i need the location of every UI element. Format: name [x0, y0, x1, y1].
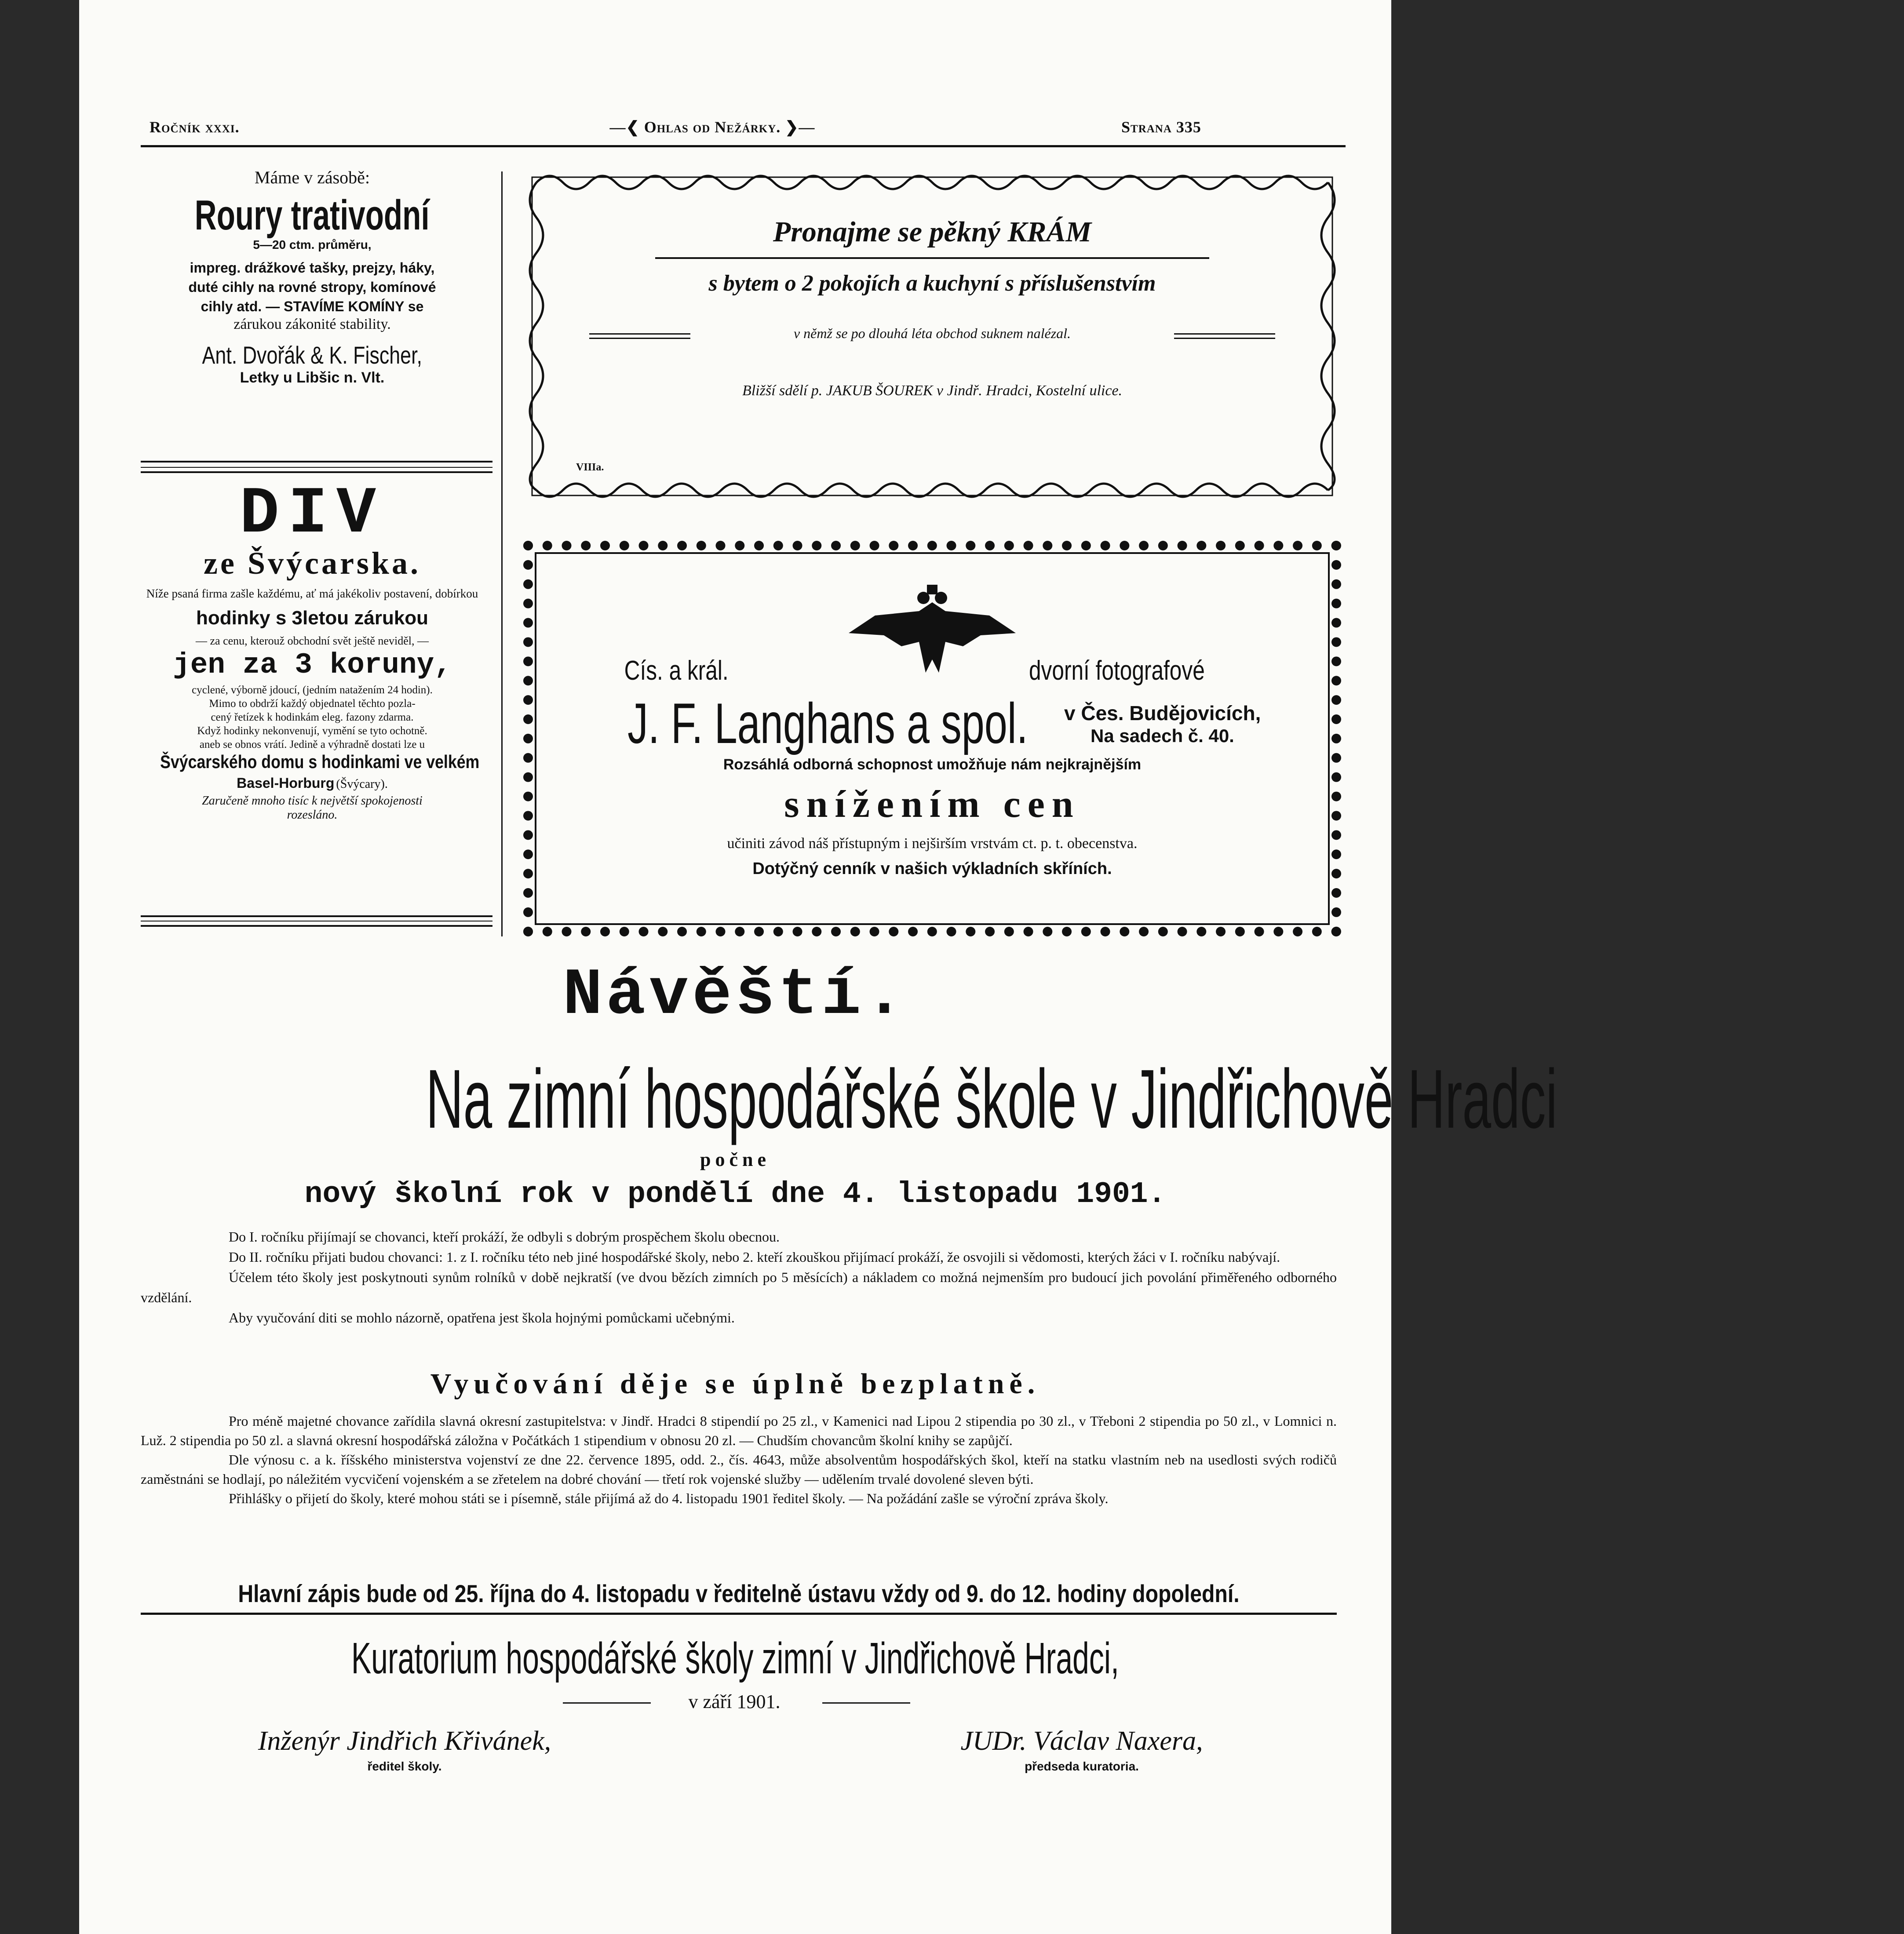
- date-rule: [822, 1702, 910, 1704]
- langhans-right-label: dvorní fotografové: [1029, 656, 1205, 686]
- announcement-headline: Na zimní hospodářské škole v Jindřichově Hradci: [426, 1053, 1557, 1146]
- langhans-line-2: učiniti závod náš přístupným i nejširším vrstvám ct. p. t. obecenstva.: [727, 835, 1138, 852]
- ad-langhans: [523, 541, 1341, 936]
- div-footer-2: rozesláno.: [287, 808, 338, 822]
- roury-line-1: impreg. drážkové tašky, prejzy, háky,: [190, 260, 435, 276]
- div-body-4: Když hodinky nekonvenují, vymění se tyto ochotně.: [197, 725, 427, 737]
- paragraph-2: Do II. ročníku přijati budou chovanci: 1. z I. ročníku této neb jiné hospodářské školy, nebo 2. kteří zkouškou přijímací prokáží, že osvojili si vědomosti, kterých žáci v I. ročníku nabývají.: [229, 1249, 1280, 1265]
- paragraph-6: Dle výnosu c. a k. říšského ministerstva vojenství ze dne 22. července 1895, odd. 2., čís. 4643, může absolventům hospodářských škol, kteří na statku vlastním neb na usedlosti svých rodičů zaměstnáni se hodlají, po náležitém vycvičení vojenském a se zřetelem na dobré chování — třetí rok vojenské služby — udělením trvalé dovolené sleven býti.: [141, 1452, 1337, 1487]
- column-divider: [501, 171, 503, 936]
- announcement-title: Návěští.: [562, 958, 908, 1033]
- div-body-5: aneb se obnos vrátí. Jedině a výhradně dostati lze u: [199, 739, 425, 750]
- langhans-big: snížením cen: [784, 783, 1080, 826]
- zapis-rule: [141, 1613, 1337, 1615]
- kram-rule: [589, 333, 690, 335]
- kram-rule: [1174, 333, 1275, 335]
- div-city: Basel-Horburg: [237, 775, 335, 791]
- roury-size: 5—20 ctm. průměru,: [253, 238, 372, 251]
- ornament-left-icon: —❮: [609, 118, 644, 136]
- double-eagle-icon: [849, 585, 1016, 677]
- langhans-line-1: Rozsáhlá odborná schopnost umožňuje nám nejkrajnějším: [723, 756, 1142, 773]
- ad-roury: [132, 158, 492, 466]
- langhans-street: Na sadech č. 40.: [1091, 725, 1234, 746]
- langhans-city: v Čes. Budějovicích,: [1064, 702, 1261, 725]
- date-rule: [563, 1702, 651, 1704]
- div-title: DIV: [239, 477, 385, 552]
- paragraph-4: Aby vyučování diti se mohlo názorně, opatřena jest škola hojnými pomůckami učebnými.: [229, 1310, 735, 1326]
- kram-title: Pronajme se pěkný KRÁM: [773, 216, 1092, 248]
- ad-rule: [141, 925, 492, 927]
- roury-title: Roury trativodní: [195, 192, 430, 239]
- ad-rule: [141, 471, 492, 473]
- paragraph-7: Přihlášky o přijetí do školy, které mohou státi se i písemně, stále přijímá až do 4. listopadu 1901 ředitel školy. — Na požádání zašle se výroční zpráva školy.: [229, 1490, 1109, 1506]
- newspaper-page: [79, 0, 1557, 1934]
- langhans-left-label: Cís. a král.: [624, 656, 729, 686]
- div-firm: Švýcarského domu s hodinkami ve velkém: [160, 751, 480, 772]
- kram-rule: [655, 257, 1209, 259]
- volume-label: Ročník xxxi.: [150, 118, 240, 136]
- signature-right-name: JUDr. Václav Naxera,: [960, 1726, 1203, 1756]
- paragraph-3: Účelem této školy jest poskytnouti synům rolníků v době nejkratší (ve dvou bězích zimních po 5 měsících) a nákladem co možná nejmenším pro budoucí jich povolání přiměřeného odborného vzdělání.: [141, 1269, 1337, 1305]
- announcement-zapis: Hlavní zápis bude od 25. října do 4. listopadu v ředitelně ústavu vždy od 9. do 12. hodiny dopolední.: [238, 1580, 1240, 1607]
- div-body-1: cyclené, výborně jdoucí, (jedním natažením 24 hodin).: [192, 684, 433, 696]
- announcement-kuratorium: Kuratorium hospodářské školy zimní v Jindřichově Hradci,: [351, 1634, 1120, 1683]
- announcement-date: v září 1901.: [688, 1691, 781, 1712]
- announcement-subhead: nový školní rok v pondělí dne 4. listopadu 1901.: [304, 1177, 1166, 1211]
- kram-code: VIIIa.: [576, 462, 604, 473]
- kram-rule: [1174, 338, 1275, 339]
- langhans-line-3: Dotýčný cenník v našich výkladních skříních.: [752, 860, 1112, 878]
- div-hodinky: hodinky s 3letou zárukou: [196, 607, 429, 629]
- masthead-title: [545, 118, 879, 136]
- div-body-2: Mimo to obdrží každý objednatel těchto pozla-: [209, 698, 416, 710]
- ad-rule: [141, 467, 492, 468]
- announcement-free: Vyučování děje se úplně bezplatně.: [430, 1368, 1040, 1400]
- roury-intro: Máme v zásobě:: [254, 168, 370, 187]
- page-number: Strana 335: [1121, 118, 1201, 136]
- kram-line-3: v němž se po dlouhá léta obchod suknem nalézal.: [793, 325, 1071, 341]
- signature-left-name: Inženýr Jindřich Křivánek,: [258, 1726, 551, 1756]
- ad-kram: [523, 165, 1341, 508]
- masthead-text: Ohlas od Nežárky.: [644, 118, 781, 136]
- ad-div: [132, 475, 492, 910]
- roury-line-4: zárukou zákonité stability.: [233, 316, 391, 332]
- signature-left-title: ředitel školy.: [367, 1759, 442, 1773]
- header-rule: [141, 145, 1346, 147]
- div-footer-1: Zaručeně mnoho tisíc k největší spokojenosti: [202, 794, 423, 808]
- div-cena: — za cenu, kterouž obchodní svět ještě neviděl, —: [196, 634, 429, 647]
- roury-line-2: duté cihly na rovné stropy, komínové: [188, 279, 436, 295]
- ad-rule: [141, 461, 492, 463]
- signature-right-title: předseda kuratoria.: [1025, 1759, 1139, 1773]
- div-country: (Švýcary).: [336, 777, 388, 791]
- announcement-body: [141, 1227, 1337, 1328]
- div-intro: Níže psaná firma zašle každému, ať má jakékoliv postavení, dobírkou: [146, 587, 478, 600]
- div-price: jen za 3 koruny,: [173, 648, 452, 681]
- roury-line-3: cihly atd. — STAVÍME KOMÍNY se: [201, 299, 424, 314]
- ad-rule: [141, 915, 492, 917]
- paragraph-1: Do I. ročníku přijímají se chovanci, kteří prokáží, že odbyli s dobrým prospěchem školu obecnou.: [229, 1229, 780, 1245]
- div-body-3: cený řetízek k hodinkám eleg. fazony zdarma.: [211, 711, 414, 723]
- paragraph-5: Pro méně majetné chovance zařídila slavná okresní zastupitelstva: v Jindř. Hradci 8 stipendií po 25 zl., v Kamenici nad Lipou 2 stipendia po 30 zl., v Třeboni 2 stipendia po 50 zl., v Lomnici n. Luž. 2 stipendia po 50 zl. a slavná okresní hospodářská záložna v Počátkách 1 stipendium v obnosu 20 zl. — Chudším chovancům školní knihy se zapůjčí.: [141, 1413, 1337, 1448]
- kram-line-4: Bližší sdělí p. JAKUB ŠOUREK v Jindř. Hradci, Kostelní ulice.: [742, 382, 1123, 399]
- ornament-right-icon: ❯—: [781, 118, 815, 136]
- kram-line-2: s bytem o 2 pokojích a kuchyní s příslušenstvím: [708, 271, 1156, 296]
- langhans-firm: J. F. Langhans a spol.: [627, 691, 1028, 755]
- announcement-body-2: [141, 1411, 1337, 1508]
- roury-place: Letky u Libšic n. Vlt.: [240, 369, 385, 386]
- announcement-pocne: počne: [700, 1149, 770, 1170]
- div-subtitle: ze Švýcarska.: [204, 546, 421, 581]
- roury-names: Ant. Dvořák & K. Fischer,: [202, 341, 423, 369]
- kram-rule: [589, 338, 690, 339]
